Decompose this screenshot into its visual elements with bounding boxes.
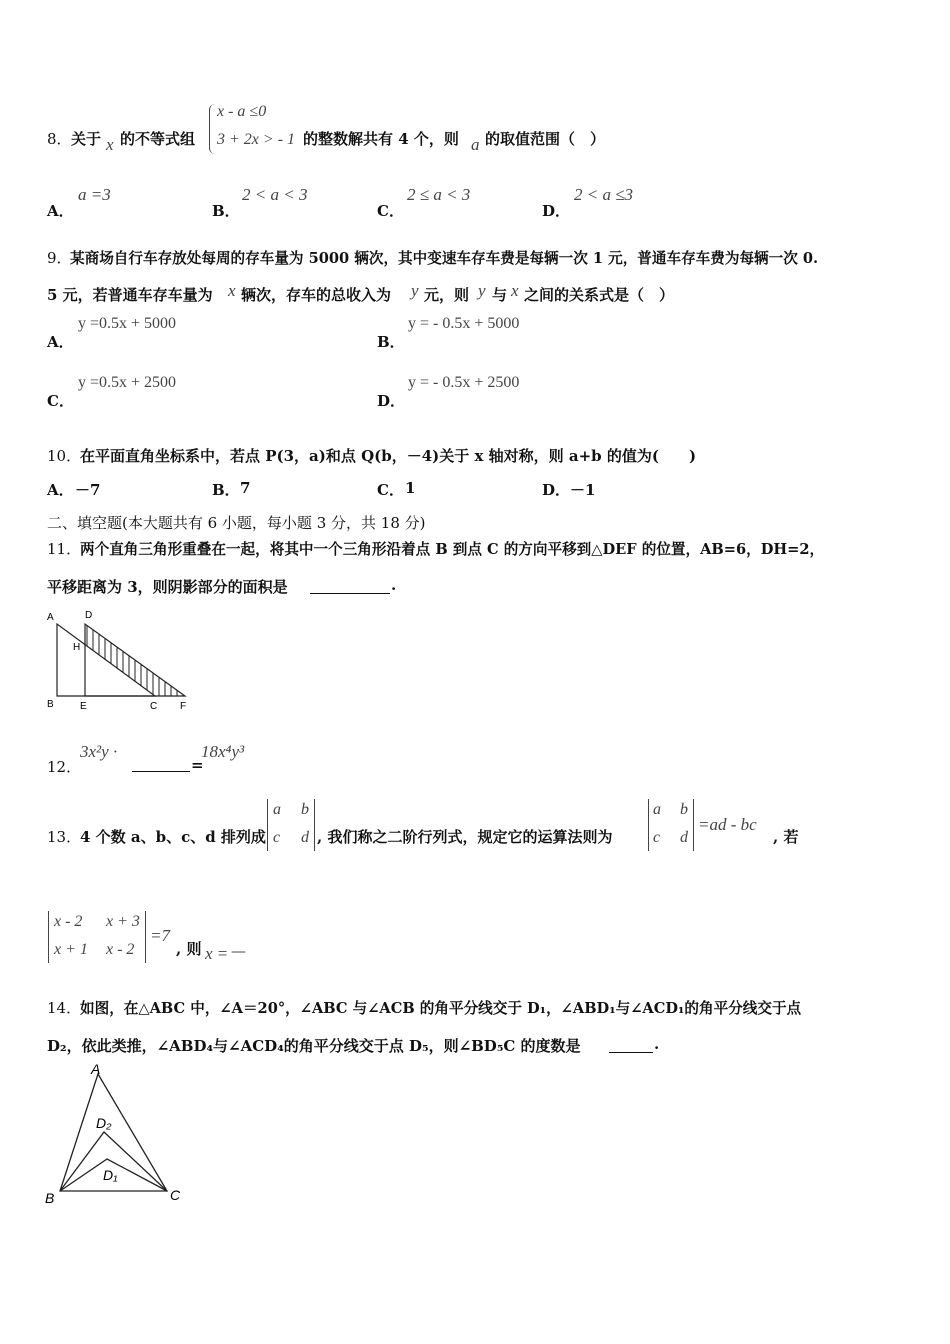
q13-determinant-3 [48,911,146,963]
q13-text-mid: , 我们称之二阶行列式，规定它的运算法则为 [317,828,613,846]
q11-label-c: C [150,701,158,712]
q13-text-post: , 若 [773,828,799,846]
q11-line-2: 平移距离为 3，则阴影部分的面积是 [47,578,288,596]
q12-equals: = [191,756,204,774]
q8-system-line-1: x - a ≤0 [217,103,267,120]
q8-text-end: 的取值范围（ ） [485,130,606,148]
q14-label-c: C [170,1187,181,1203]
q13-det2-b: b [680,801,688,818]
q10-option-a-value: －7 [75,481,101,499]
q14-label-d2: D₂ [96,1115,112,1131]
q8-option-d-label: D． [542,202,571,220]
q13-number: 13． [47,828,82,846]
q13-det2-c: c [653,829,661,846]
q8-system-line-2: 3 + 2x > - 1 [217,131,296,148]
q13-det3-b: x + 3 [106,913,140,930]
q8-option-a-label: A． [47,202,74,220]
q14-line-1: 如图，在△ABC 中，∠A＝20°，∠ABC 与∠ACB 的角平分线交于 D₁，∠ABD₁与∠ACD₁的角平分线交于点 [80,1000,802,1017]
q10-option-d-value: －1 [570,481,596,499]
q14-label-d1: D₁ [103,1167,118,1183]
q14-end: . [654,1035,660,1053]
q8-text-mid: 的不等式组 [120,130,196,148]
q13-det3-c: x + 1 [54,941,88,958]
q14-figure [40,1060,190,1210]
q9-line-2e: 之间的关系式是（ ） [524,286,675,304]
q8-text-post: 的整数解共有 4 个，则 [303,130,459,148]
q13-det3-a: x - 2 [54,913,83,930]
q14-number: 14． [47,999,82,1017]
q8-option-a-expr: a =3 [78,185,111,204]
q9-var-x: x [228,281,236,300]
q13-rule: =ad - bc [698,815,757,834]
q11-label-e: E [80,701,87,712]
q11-triangle-abc [57,624,155,696]
q11-label-a: A [47,612,54,623]
q14-line-2: D₂，依此类推，∠ABD₄与∠ACD₄的角平分线交于点 D₅，则∠BD₅C 的度数是 [47,1037,581,1055]
q9-line-1: 某商场自行车存放处每周的存车量为 5000 辆次，其中变速车存车费是每辆一次 1 元，普通车存车费为每辆一次 0. [70,250,819,267]
q10-text: 在平面直角坐标系中，若点 P(3，a)和点 Q(b，－4)关于 x 轴对称，则 a+b 的值为( ) [80,447,697,465]
q9-var-x-2: x [511,281,519,300]
q9-var-y: y [411,281,419,300]
q13-det2-a: a [653,801,661,818]
q11-label-b: B [47,699,54,710]
q9-option-c-expr: y =0.5x + 2500 [78,374,177,391]
q9-var-y-2: y [478,281,486,300]
q10-option-b-label: B． [212,481,240,499]
q13-det1-c: c [273,829,281,846]
q11-label-d: D [85,610,93,621]
q9-option-a-expr: y =0.5x + 5000 [78,315,177,332]
q10-option-a-label: A． [47,481,74,499]
q13-det3-d: x - 2 [106,941,135,958]
q9-option-b-label: B． [377,333,405,351]
q9-number: 9． [47,249,72,267]
q13-equals-7: =7 [150,926,170,945]
q9-line-2b: 辆次，存车的总收入为 [241,286,392,304]
q8-var-a: a [471,135,480,154]
q8-option-c-expr: 2 ≤ a < 3 [407,185,471,204]
q9-line-2a: 5 元，若普通车存车量为 [47,286,213,304]
q11-line-1: 两个直角三角形重叠在一起，将其中一个三角形沿着点 B 到点 C 的方向平移到△DEF 的位置，AB=6，DH=2， [80,541,825,558]
q13-answer-blank[interactable]: — [231,942,246,960]
q9-line-2d: 与 [492,286,508,304]
q12-number: 12． [47,758,82,776]
q8-text-pre: 关于 [71,130,102,148]
q13-determinant-2 [648,799,694,851]
q8-number: 8． [47,130,72,148]
q11-number: 11． [47,540,82,558]
q10-option-b-value: 7 [240,479,251,497]
q13-det1-b: b [301,801,309,818]
q8-option-c-label: C． [377,202,404,220]
q11-triangle-def [85,624,185,696]
q9-option-a-label: A． [47,333,74,351]
q12-left-expr: 3x²y · [80,742,118,761]
q11-answer-blank[interactable] [310,576,390,594]
q12-answer-blank[interactable] [132,754,190,772]
q11-label-f: F [180,701,187,712]
q8-system-brace [209,104,216,154]
q8-option-d-expr: 2 < a ≤3 [574,185,634,204]
q13-determinant-1 [267,799,315,851]
q9-option-b-expr: y = - 0.5x + 5000 [408,315,520,332]
q12-right-expr: 18x⁴y³ [201,742,245,761]
q8-option-b-expr: 2 < a < 3 [242,185,308,204]
q13-text-pre: 4 个数 a、b、c、d 排列成 [80,828,266,846]
q14-answer-blank[interactable] [609,1035,653,1053]
q10-option-c-label: C． [377,481,404,499]
q13-det2-d: d [680,829,688,846]
q11-figure [44,608,194,714]
q13-det1-a: a [273,801,281,818]
q14-label-a: A [91,1061,101,1077]
q14-label-b: B [45,1190,55,1206]
q11-end: . [391,576,397,594]
q10-number: 10． [47,447,82,465]
q9-option-d-label: D． [377,392,406,410]
q11-label-h: H [73,642,81,653]
q13-answer-var: x = [205,944,229,963]
q9-option-c-label: C． [47,392,74,410]
q13-det1-d: d [301,829,309,846]
q10-option-d-label: D． [542,481,571,499]
q13-then: , 则 [176,940,202,958]
q8-var-x: x [106,135,114,154]
q8-option-b-label: B． [212,202,240,220]
q9-line-2c: 元，则 [424,286,470,304]
q10-option-c-value: 1 [405,479,416,497]
section-2-heading: 二、填空题(本大题共有 6 小题，每小题 3 分，共 18 分) [47,514,426,532]
q9-option-d-expr: y = - 0.5x + 2500 [408,374,520,391]
